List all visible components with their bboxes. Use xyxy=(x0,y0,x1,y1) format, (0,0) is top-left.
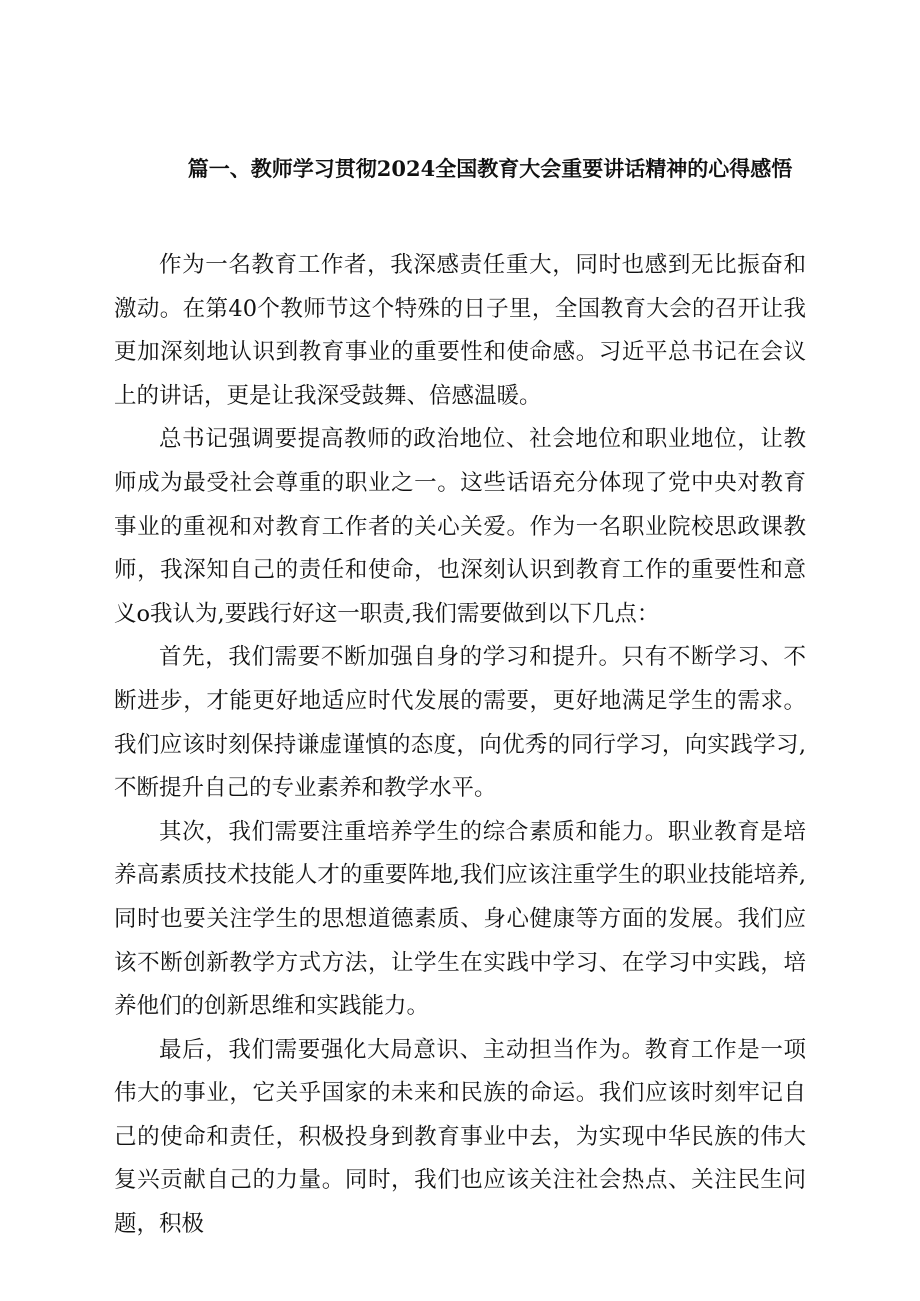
paragraph-1: 作为一名教育工作者，我深感责任重大，同时也感到无比振奋和激动。在第40个教师节这个特殊的日子里，全国教育大会的召开让我更加深刻地认识到教育事业的重要性和使命感。习近平总书记在会议上的讲话，更是让我深受鼓舞、倍感温暖。 xyxy=(114,252,806,409)
paragraph-3: 首先，我们需要不断加强自身的学习和提升。只有不断学习、不断进步，才能更好地适应时代发展的需要，更好地满足学生的需求。我们应该时刻保持谦虚谨慎的态度，向优秀的同行学习，向实践学习,不断提升自己的专业素养和教学水平。 xyxy=(114,644,806,802)
paragraph-4: 其次，我们需要注重培养学生的综合素质和能力。职业教育是培养高素质技术技能人才的重要阵地,我们应该注重学生的职业技能培养,同时也要关注学生的思想道德素质、身心健康等方面的发展。我们应该不断创新教学方式方法，让学生在实践中学习、在学习中实践，培养他们的创新思维和实践能力。 xyxy=(114,818,806,1020)
document-body xyxy=(114,244,806,1247)
paragraph-2: 总书记强调要提高教师的政治地位、社会地位和职业地位，让教师成为最受社会尊重的职业之一。这些话语充分体现了党中央对教育事业的重视和对教育工作者的关心关爱。作为一名职业院校思政课教师，我深知自己的责任和使命，也深刻认识到教育工作的重要性和意义o我认为,要践行好这一职责,我们需要做到以下几点： xyxy=(114,426,806,627)
paragraph-5: 最后，我们需要强化大局意识、主动担当作为。教育工作是一项伟大的事业，它关乎国家的未来和民族的命运。我们应该时刻牢记自己的使命和责任，积极投身到教育事业中去，为实现中华民族的伟大复兴贡献自己的力量。同时，我们也应该关注社会热点、关注民生问题，积极 xyxy=(114,1036,806,1238)
document-title: 篇一、教师学习贯彻2024全国教育大会重要讲话精神的心得感悟 xyxy=(187,156,793,181)
